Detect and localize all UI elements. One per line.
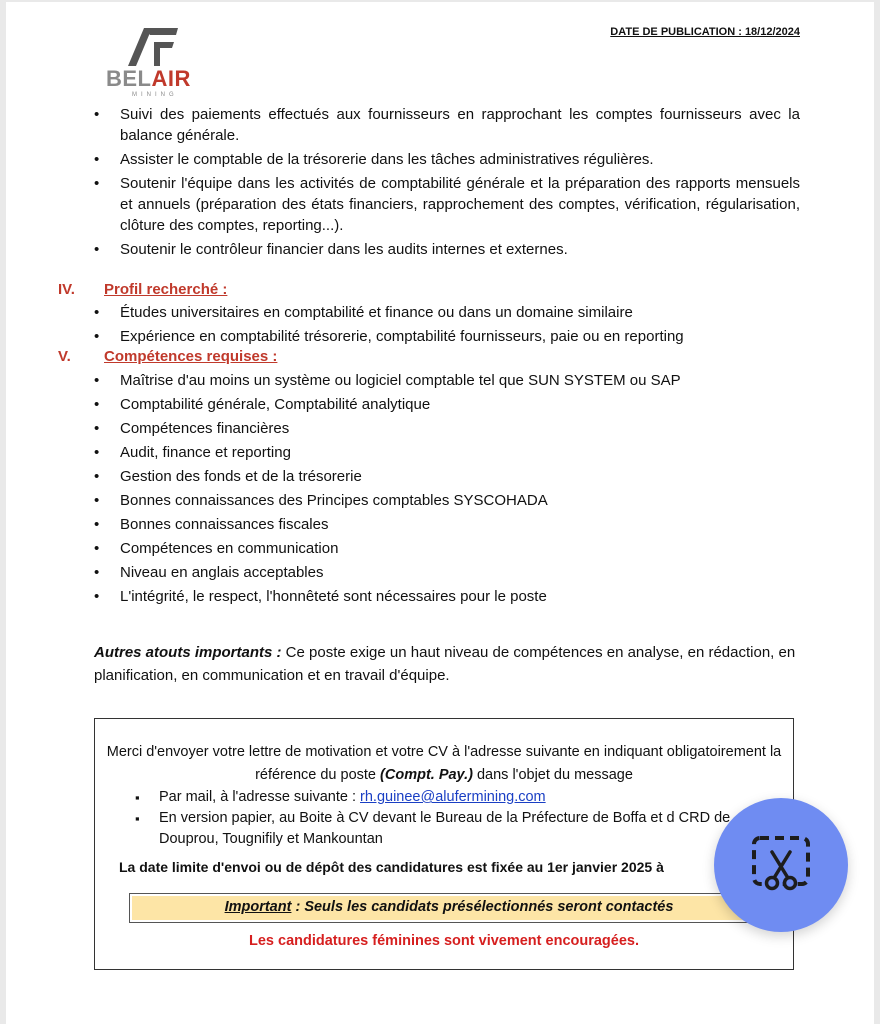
document-page xyxy=(6,2,874,1024)
other-assets-paragraph: Autres atouts importants : Ce poste exige un haut niveau de compétences en analyse, en rédaction, en planification, en communication et en travail d'équipe. xyxy=(94,644,796,684)
list-item: • Études universitaires en comptabilité et finance ou dans un domaine similaire xyxy=(120,302,800,323)
application-methods-list xyxy=(159,787,779,850)
application-box xyxy=(94,718,794,970)
list-item: • Assister le comptable de la trésorerie dans les tâches administratives régulières. xyxy=(120,149,800,170)
list-item: • L'intégrité, le respect, l'honnêteté sont nécessaires pour le poste xyxy=(120,586,800,607)
encouragement-text: Les candidatures féminines sont vivement encouragées. xyxy=(248,933,640,949)
list-item: • Compétences financières xyxy=(120,418,800,439)
list-item: • Audit, finance et reporting xyxy=(120,442,800,463)
profile-list xyxy=(120,302,800,350)
list-item: • Suivi des paiements effectués aux fournisseurs en rapprochant les comptes fournisseurs avec la balance générale. xyxy=(120,104,800,146)
list-item: • Comptabilité générale, Comptabilité analytique xyxy=(120,394,800,415)
important-label: Important xyxy=(224,899,292,915)
list-item: • Gestion des fonds et de la trésorerie xyxy=(120,466,800,487)
list-item: • Niveau en anglais acceptables xyxy=(120,562,800,583)
application-intro: Merci d'envoyer votre lettre de motivation et votre CV à l'adresse suivante en indiquant obligatoirement la référence du poste (Compt. Pay.) dans l'objet du message xyxy=(106,744,782,783)
list-item: • Bonnes connaissances des Principes comptables SYSCOHADA xyxy=(120,490,800,511)
list-item: • Soutenir le contrôleur financier dans les audits internes et externes. xyxy=(120,239,800,260)
screenshot-scissors-icon xyxy=(750,834,812,896)
screenshot-tool-button[interactable] xyxy=(714,798,848,932)
skills-list xyxy=(120,370,800,610)
logo-subtitle: MINING xyxy=(132,92,178,98)
email-link[interactable]: rh.guinee@alufermining.com xyxy=(360,789,546,805)
tasks-list xyxy=(120,104,800,263)
section-skills-heading: V. Compétences requises : xyxy=(58,348,278,365)
deadline-text: La date limite d'envoi ou de dépôt des candidatures est fixée au 1er janvier 2025 à xyxy=(119,859,664,875)
list-item: • Expérience en comptabilité trésorerie, comptabilité fournisseurs, paie ou en reporting xyxy=(120,326,800,347)
belair-logo xyxy=(102,26,212,102)
list-item: • Soutenir l'équipe dans les activités de comptabilité générale et la préparation des rapports mensuels et annuels (préparation des états financiers, rapprochement des comptes, vérification, régularisation, clôture des comptes, reporting...). xyxy=(120,173,800,236)
list-item: ▪ En version papier, au Boite à CV devant le Bureau de la Préfecture de Boffa et d CRD de Douprou, Tougnifily et Mankountan xyxy=(159,808,779,850)
logo-wordmark: BELAIR xyxy=(106,66,191,91)
important-notice: Important : Seuls les candidats présélectionnés seront contactés xyxy=(129,893,769,923)
list-item: • Compétences en communication xyxy=(120,538,800,559)
list-item: • Maîtrise d'au moins un système ou logiciel comptable tel que SUN SYSTEM ou SAP xyxy=(120,370,800,391)
logo-mark-icon xyxy=(124,26,184,68)
list-item: ▪ Par mail, à l'adresse suivante : rh.guinee@alufermining.com xyxy=(159,787,779,808)
publication-date: DATE DE PUBLICATION : 18/12/2024 xyxy=(610,26,800,38)
section-profile-heading: IV. Profil recherché : xyxy=(58,281,228,298)
list-item: • Bonnes connaissances fiscales xyxy=(120,514,800,535)
